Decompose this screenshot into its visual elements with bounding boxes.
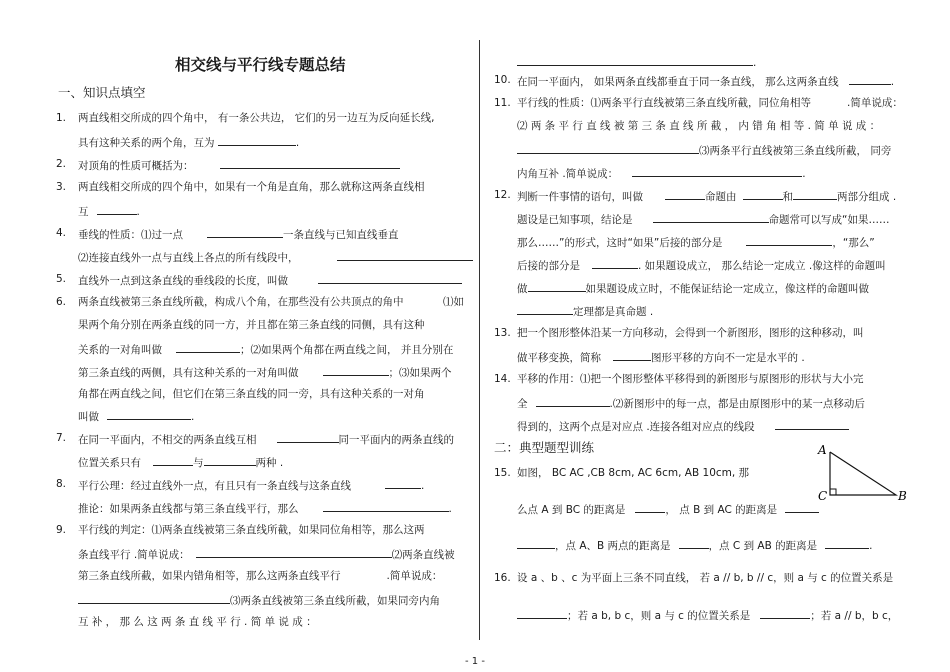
- blank[interactable]: [665, 188, 705, 200]
- vertex-label-c: C: [818, 489, 828, 502]
- text-line: ⑵ 两 条 平 行 直 线 被 第 三 条 直 线 所 截 ， 内 错 角 相 等 . 简 单 说 成 ：: [517, 120, 881, 132]
- page-title: 相交线与平行线专题总结: [175, 56, 346, 74]
- text-line: 得到的，这两个点是对应点 .连接各组对应点的线段: [517, 418, 849, 434]
- blank[interactable]: [517, 142, 699, 154]
- text-line: 在同一平面内， 如果两条直线都垂直于同一条直线， 那么这两条直线 .: [517, 73, 894, 89]
- item-number: 8.: [56, 478, 67, 490]
- blank[interactable]: [517, 54, 753, 66]
- blank[interactable]: [849, 73, 891, 85]
- item-number: 7.: [56, 432, 67, 444]
- item-number: 11.: [494, 97, 511, 109]
- blank[interactable]: [517, 607, 567, 619]
- text-line: 全 .⑵新图形中的每一点，都是由原图形中的某一点移动后: [517, 395, 865, 411]
- text-line: 互 补 ， 那 么 这 两 条 直 线 平 行 . 简 单 说 成 ：: [78, 616, 317, 628]
- item-number: 4.: [56, 227, 67, 239]
- blank[interactable]: [746, 234, 832, 246]
- column-divider: [479, 40, 480, 640]
- item-number: 5.: [56, 273, 67, 285]
- vertex-label-b: B: [898, 489, 907, 502]
- text-line: 平行线的判定：⑴两条直线被第三条直线所截，如果同位角相等，那么这两: [78, 524, 425, 536]
- blank[interactable]: [517, 303, 573, 315]
- text-line: 叫做 .: [78, 408, 194, 424]
- blank[interactable]: [743, 188, 783, 200]
- text-line: 关系的一对角叫做 ；⑵如果两个角都在两直线之间， 并且分别在: [78, 341, 453, 357]
- blank[interactable]: [323, 364, 389, 376]
- item-number: 1.: [56, 112, 67, 124]
- item-number: 9.: [56, 524, 67, 536]
- blank[interactable]: [78, 592, 230, 604]
- text-line: ⑴如: [443, 296, 464, 308]
- item-number: 10.: [494, 74, 511, 86]
- text-line: ；若 a b, b c，则 a 与 c 的位置关系是 ；若 a // b，b c，: [517, 607, 898, 623]
- blank[interactable]: [635, 501, 665, 513]
- blank[interactable]: [385, 477, 421, 489]
- blank[interactable]: [775, 418, 849, 430]
- section-heading-knowledge: 一、知识点填空: [58, 85, 146, 100]
- text-line: .: [517, 54, 756, 70]
- blank[interactable]: [323, 500, 449, 512]
- item-number: 12.: [494, 189, 511, 201]
- blank[interactable]: [218, 134, 296, 146]
- blank[interactable]: [318, 272, 462, 284]
- blank[interactable]: [97, 203, 137, 215]
- blank[interactable]: [107, 408, 191, 420]
- item-number: 2.: [56, 158, 67, 170]
- section-heading-practice: 二：典型题型训练: [494, 440, 595, 455]
- text-line: 条直线平行 .简单说成： ⑵两条直线被: [78, 546, 455, 562]
- blank[interactable]: [207, 226, 283, 238]
- text-line: 做平移变换，简称 图形平移的方向不一定是水平的 .: [517, 349, 805, 365]
- triangle-outline: [830, 452, 896, 495]
- text-line: 两直线相交所成的四个角中，如果有一个角是直角，那么就称这两条直线相: [78, 181, 425, 193]
- text-line: 判断一件事情的语句，叫做 命题由 和 两部分组成 .: [517, 188, 896, 204]
- text-line: 平移的作用：⑴把一个图形整体平移得到的新图形与原图形的形状与大小完: [517, 373, 864, 385]
- text-line: ⑶两条平行直线被第三条直线所截， 同旁: [517, 142, 891, 158]
- blank[interactable]: [760, 607, 810, 619]
- blank[interactable]: [536, 395, 610, 407]
- text-line: 设 a 、b 、c 为平面上三条不同直线， 若 a // b, b // c，则 a 与 c 的位置关系是: [517, 572, 894, 584]
- text-line: 具有这种关系的两个角，互为 .: [78, 134, 299, 150]
- text-line: 两条直线被第三条直线所截，构成八个角，在那些没有公共顶点的角中: [78, 296, 404, 308]
- blank[interactable]: [528, 280, 586, 292]
- text-line: 把一个图形整体沿某一方向移动，会得到一个新图形，图形的这种移动，叫: [517, 327, 864, 339]
- text-line: 垂线的性质：⑴过一点 一条直线与已知直线垂直: [78, 226, 399, 242]
- text-line: 那么……”的形式，这时“如果”后接的部分是 ，“那么”: [517, 234, 875, 250]
- item-number: 14.: [494, 373, 511, 385]
- item-number: 3.: [56, 181, 67, 193]
- page-number: - 1 -: [465, 656, 485, 667]
- text-line: 后接的部分是 . 如果题设成立， 那么结论一定成立 .像这样的命题叫: [517, 257, 886, 273]
- text-line: 么点 A 到 BC 的距离是 ， 点 B 到 AC 的距离是: [517, 501, 819, 517]
- blank[interactable]: [679, 537, 709, 549]
- blank[interactable]: [592, 257, 638, 269]
- blank[interactable]: [277, 431, 339, 443]
- text-line: 两直线相交所成的四个角中， 有一条公共边， 它们的另一边互为反向延长线,: [78, 112, 435, 124]
- blank[interactable]: [337, 249, 473, 261]
- text-line: 果两个角分别在两条直线的同一方，并且都在第三条直线的同侧，具有这种: [78, 319, 425, 331]
- blank[interactable]: [793, 188, 837, 200]
- right-angle-mark: [830, 489, 836, 495]
- item-number: 15.: [494, 467, 511, 479]
- text-line: ⑶两条直线被第三条直线所截，如果同旁内角: [78, 592, 440, 608]
- blank[interactable]: [632, 165, 802, 177]
- text-line: ⑵连接直线外一点与直线上各点的所有线段中，: [78, 249, 473, 265]
- text-line: 直线外一点到这条直线的垂线段的长度，叫做: [78, 272, 462, 288]
- item-number: 16.: [494, 572, 511, 584]
- text-line: 第三条直线所截，如果内错角相等，那么这两条直线平行 .简单说成：: [78, 570, 443, 582]
- text-line: 互 .: [78, 203, 140, 219]
- blank[interactable]: [196, 546, 392, 558]
- item-number: 6.: [56, 296, 67, 308]
- text-line: 位置关系只有 与 两种 .: [78, 454, 283, 470]
- text-line: 做 如果题设成立时，不能保证结论一定成立，像这样的命题叫做: [517, 280, 869, 296]
- text-line: 推论：如果两条直线都与第三条直线平行，那么 .: [78, 500, 452, 516]
- text-line: 定理都是真命题 .: [517, 303, 653, 319]
- right-triangle-figure: [808, 440, 918, 502]
- blank[interactable]: [517, 537, 555, 549]
- blank[interactable]: [613, 349, 651, 361]
- blank[interactable]: [153, 454, 193, 466]
- vertex-label-a: A: [818, 443, 827, 457]
- blank[interactable]: [220, 157, 400, 169]
- text-line: ，点 A、B 两点的距离是 ，点 C 到 AB 的距离是 .: [517, 537, 872, 553]
- blank[interactable]: [653, 211, 769, 223]
- text-line: 角都在两直线之间，但它们在第三条直线的同一旁，具有这种关系的一对角: [78, 388, 425, 400]
- text-line: 平行公理：经过直线外一点，有且只有一条直线与这条直线 .: [78, 477, 424, 493]
- blank[interactable]: [204, 454, 256, 466]
- text-line: 内角互补 .简单说成： .: [517, 165, 806, 181]
- text-line: 题设是已知事项，结论是 命题常可以写成“如果……: [517, 211, 889, 227]
- blank[interactable]: [176, 341, 240, 353]
- text-line: 第三条直线的两侧，具有这种关系的一对角叫做 ；⑶如果两个: [78, 364, 452, 380]
- blank[interactable]: [785, 501, 819, 513]
- blank[interactable]: [825, 537, 869, 549]
- text-line: 平行线的性质：⑴两条平行直线被第三条直线所截，同位角相等 .简单说成：: [517, 97, 903, 109]
- text-line: 在同一平面内，不相交的两条直线互相 同一平面内的两条直线的: [78, 431, 454, 447]
- text-line: 对顶角的性质可概括为：: [78, 157, 400, 173]
- item-number: 13.: [494, 327, 511, 339]
- text-line: 如图， BC AC ,CB 8cm, AC 6cm, AB 10cm, 那: [517, 467, 750, 479]
